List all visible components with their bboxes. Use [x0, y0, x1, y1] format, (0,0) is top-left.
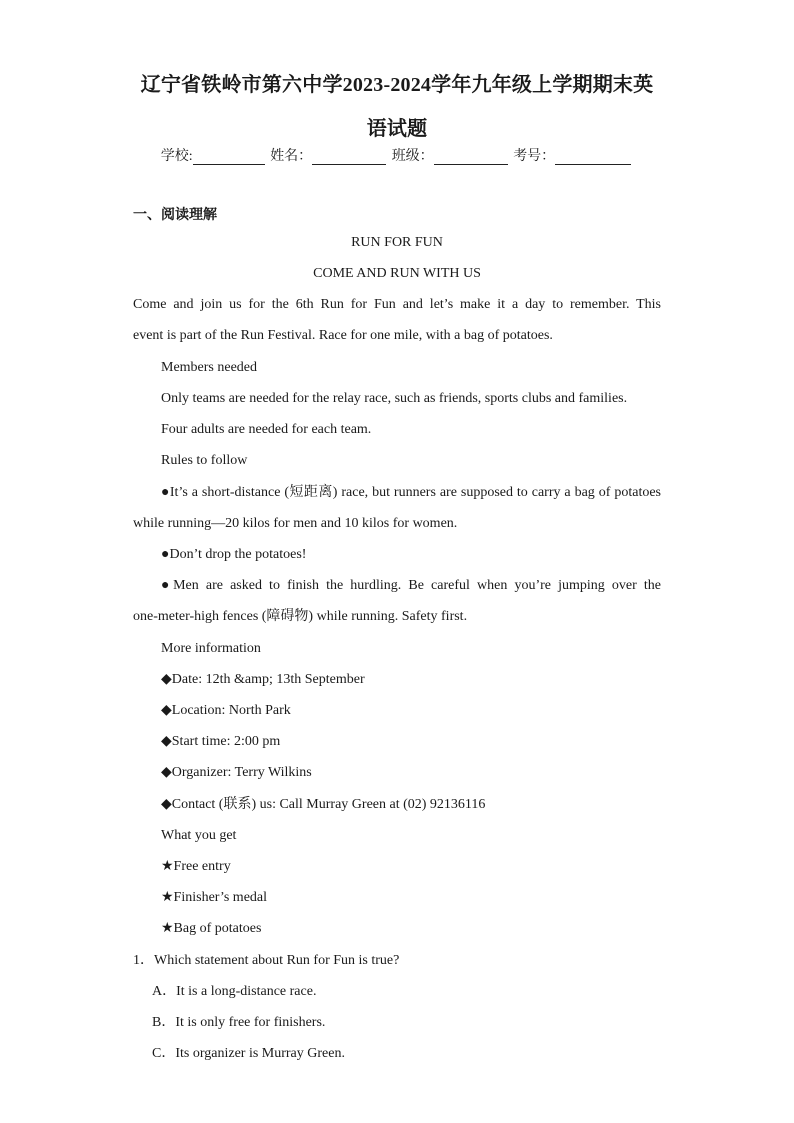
question-1-option-c[interactable]: C．Its organizer is Murray Green. [152, 1046, 345, 1061]
section-heading: 一、阅读理解 [133, 208, 217, 223]
exam-number-blank[interactable] [555, 150, 631, 165]
intro-line-1: Come and join us for the 6th Run for Fun and let’s make it a day to remember. This [133, 297, 661, 312]
exam-title-line-1: 辽宁省铁岭市第六中学2023-2024学年九年级上学期期末英 [140, 74, 654, 96]
intro-line-2: event is part of the Run Festival. Race for one mile, with a bag of potatoes. [133, 328, 553, 343]
info-date: ◆Date: 12th &amp; 13th September [161, 672, 365, 687]
members-line-2: Four adults are needed for each team. [161, 422, 372, 437]
rule-3-line-2: one-meter-high fences (障碍物) while running. Safety first. [133, 609, 468, 624]
class-label: 班级： [391, 149, 434, 164]
members-heading: Members needed [161, 360, 258, 375]
name-label: 姓名： [270, 149, 313, 164]
rule-3-line-1: ●Men are asked to finish the hurdling. Be careful when you’re jumping over the [161, 578, 661, 593]
exam-title-line-2: 语试题 [366, 118, 428, 140]
name-blank[interactable] [312, 150, 386, 165]
benefit-potatoes: ★Bag of potatoes [161, 921, 262, 936]
school-blank[interactable] [193, 150, 265, 165]
question-1-option-b[interactable]: B．It is only free for finishers. [152, 1015, 326, 1030]
exam-number-label: 考号： [513, 149, 556, 164]
student-info-row [0, 145, 794, 165]
question-1-stem: 1．Which statement about Run for Fun is true? [133, 953, 400, 968]
rule-2: ●Don’t drop the potatoes! [161, 547, 307, 562]
rule-1-line-2: while running—20 kilos for men and 10 kilos for women. [133, 516, 458, 531]
passage-title: RUN FOR FUN [351, 235, 443, 250]
what-you-get-heading: What you get [161, 828, 237, 843]
rule-1-line-1: ●It’s a short-distance (短距离) race, but runners are supposed to carry a bag of potatoes [161, 485, 661, 500]
info-start-time: ◆Start time: 2:00 pm [161, 734, 281, 749]
more-info-heading: More information [161, 641, 261, 656]
info-organizer: ◆Organizer: Terry Wilkins [161, 765, 312, 780]
benefit-free-entry: ★Free entry [161, 859, 231, 874]
members-line-1: Only teams are needed for the relay race, such as friends, sports clubs and families. [161, 391, 628, 406]
class-blank[interactable] [434, 150, 508, 165]
info-contact: ◆Contact (联系) us: Call Murray Green at (02) 92136116 [161, 797, 486, 812]
rules-heading: Rules to follow [161, 453, 248, 468]
info-location: ◆Location: North Park [161, 703, 291, 718]
benefit-medal: ★Finisher’s medal [161, 890, 268, 905]
passage-subtitle: COME AND RUN WITH US [313, 266, 481, 281]
school-label: 学校: [160, 149, 193, 164]
question-1-option-a[interactable]: A．It is a long-distance race. [152, 984, 317, 999]
